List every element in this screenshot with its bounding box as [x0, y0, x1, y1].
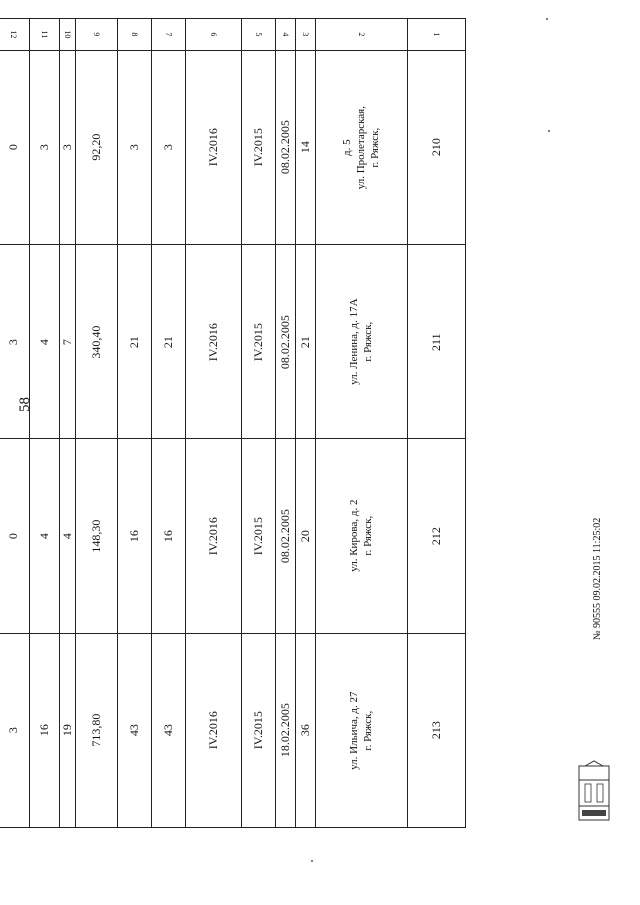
table-cell: 20: [296, 439, 316, 633]
table-cell: IV.2016: [186, 439, 242, 633]
address-cell: [316, 439, 408, 633]
table-cell: 16: [30, 633, 60, 827]
table-cell: 08.02.2005: [276, 439, 296, 633]
table-cell: 4: [60, 439, 76, 633]
table-field-row: [296, 19, 316, 828]
table-cell: 43: [118, 633, 152, 827]
column-number: 7: [152, 19, 186, 51]
table-cell: IV.2015: [242, 245, 276, 439]
table-cell: 21: [118, 245, 152, 439]
column-number: 4: [276, 19, 296, 51]
column-number: 11: [30, 19, 60, 51]
address-line: г. Ряжск,: [369, 127, 382, 168]
table-cell: 3: [118, 50, 152, 244]
table-cell: IV.2016: [186, 245, 242, 439]
table-cell: IV.2015: [242, 633, 276, 827]
address-line: ул. Кирова, д. 2: [348, 499, 361, 573]
table-cell: 36: [296, 633, 316, 827]
table-cell: 08.02.2005: [276, 50, 296, 244]
table-cell: 211: [408, 245, 466, 439]
table-cell: 16: [152, 439, 186, 633]
column-number: 2: [316, 19, 408, 51]
table-cell: 7: [60, 245, 76, 439]
address-line: г. Ряжск,: [362, 516, 375, 556]
table-cell: IV.2016: [186, 633, 242, 827]
table-cell: 210: [408, 50, 466, 244]
address-cell: [316, 633, 408, 827]
address-line: г. Ряжск,: [362, 321, 375, 362]
table-cell: IV.2015: [242, 50, 276, 244]
table-cell: 92,20: [76, 50, 118, 244]
table-cell: 21: [152, 245, 186, 439]
address-line: д. 5: [341, 139, 354, 156]
address-line: ул. Ильича, д. 27: [348, 691, 361, 770]
table-field-row: [0, 19, 30, 828]
table-cell: 3: [30, 50, 60, 244]
table-cell: 0: [0, 50, 30, 244]
table-cell: 213: [408, 633, 466, 827]
address-cell: [316, 245, 408, 439]
table-field-row: [76, 19, 118, 828]
table-cell: 4: [30, 245, 60, 439]
address-line: ул. Пролетарская,: [355, 105, 368, 190]
table-field-row: [152, 19, 186, 828]
table-field-row: [276, 19, 296, 828]
table-cell: 3: [60, 50, 76, 244]
table-cell: 3: [0, 633, 30, 827]
table-cell: 14: [296, 50, 316, 244]
table-cell: 19: [60, 633, 76, 827]
table-cell: 340,40: [76, 245, 118, 439]
table-field-row: [60, 19, 76, 828]
address-line: г. Ряжск,: [362, 710, 375, 751]
page-number: 58: [17, 397, 33, 412]
table-field-row: [118, 19, 152, 828]
column-number: 5: [242, 19, 276, 51]
table-cell: 4: [30, 439, 60, 633]
column-number: 8: [118, 19, 152, 51]
registration-stamp: № 90555 09.02.2015 11:25:02: [592, 517, 603, 640]
speck: [546, 18, 548, 20]
speck: [548, 130, 550, 132]
table-cell: 18.02.2005: [276, 633, 296, 827]
table-field-row: [186, 19, 242, 828]
table-cell: 0: [0, 439, 30, 633]
table-field-row: [316, 19, 408, 828]
table-cell: 3: [0, 245, 30, 439]
table-cell: 43: [152, 633, 186, 827]
table-cell: IV.2016: [186, 50, 242, 244]
column-number: 1: [408, 19, 466, 51]
table-field-row: [30, 19, 60, 828]
data-table: [0, 18, 466, 828]
table-cell: 21: [296, 245, 316, 439]
table-cell: 08.02.2005: [276, 245, 296, 439]
address-cell: [316, 50, 408, 244]
table-cell: 16: [118, 439, 152, 633]
table-field-row: [408, 19, 466, 828]
building-logo-icon: [575, 760, 613, 826]
column-number: 9: [76, 19, 118, 51]
table-cell: IV.2015: [242, 439, 276, 633]
table-cell: 212: [408, 439, 466, 633]
table-cell: 713,80: [76, 633, 118, 827]
table-field-row: [242, 19, 276, 828]
column-number: 3: [296, 19, 316, 51]
speck: [311, 860, 313, 862]
column-number: 12: [0, 19, 30, 51]
table-cell: 148,30: [76, 439, 118, 633]
table-cell: 3: [152, 50, 186, 244]
column-number: 10: [60, 19, 76, 51]
address-line: ул. Ленина, д. 17А: [348, 298, 361, 385]
column-number: 6: [186, 19, 242, 51]
